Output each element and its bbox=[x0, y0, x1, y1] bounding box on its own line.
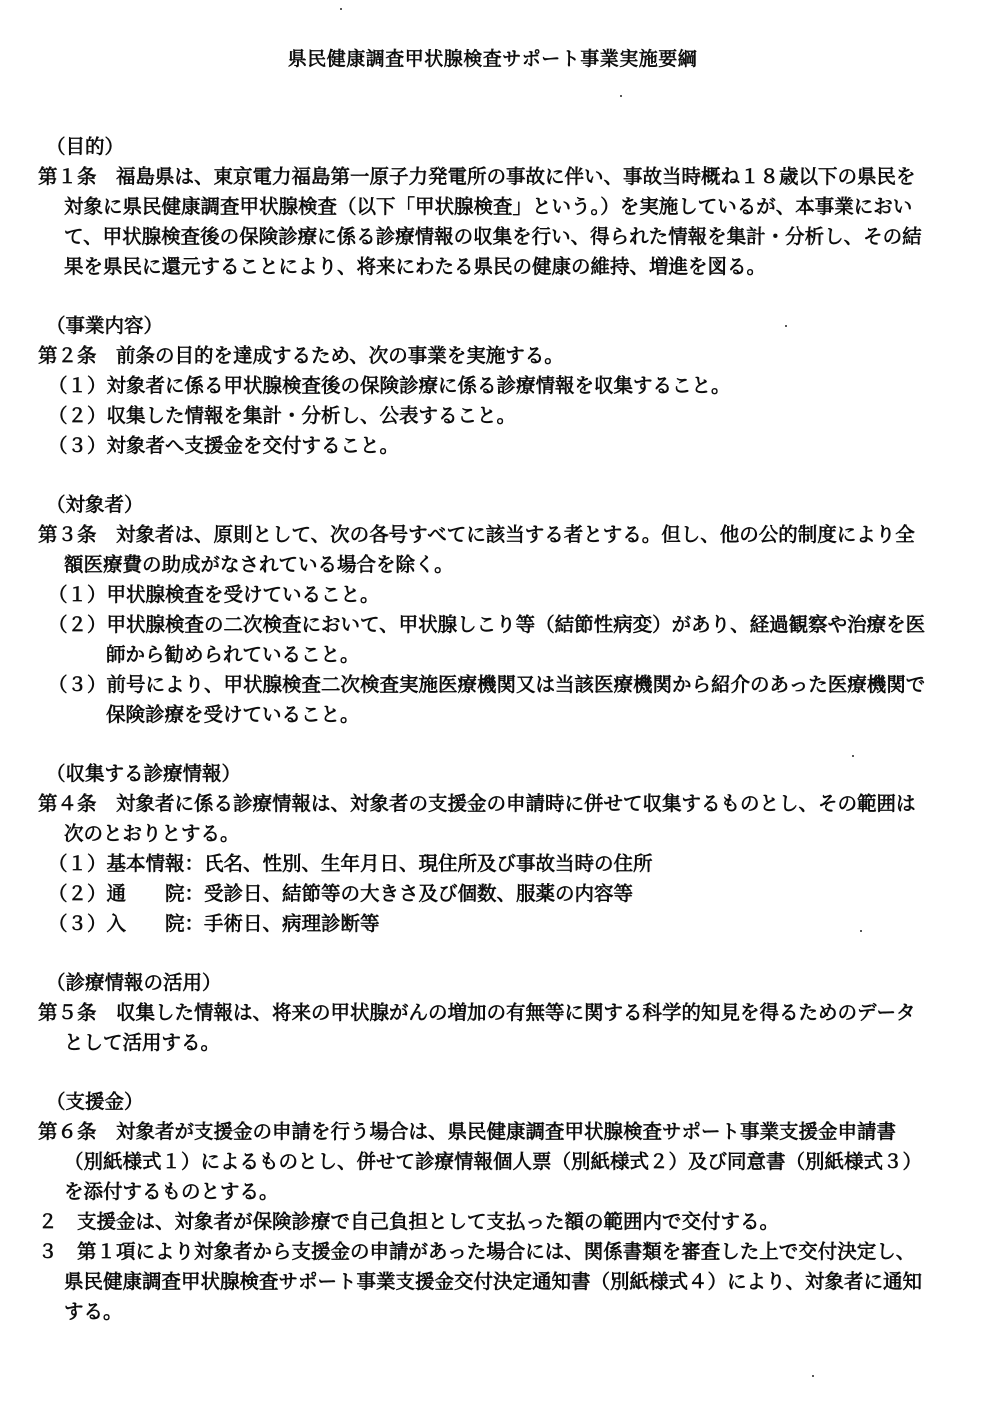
section-heading: （収集する診療情報） bbox=[46, 762, 242, 785]
section-business-content bbox=[38, 311, 928, 461]
section-collected-info bbox=[38, 759, 928, 939]
section-eligible-persons bbox=[38, 490, 928, 730]
article-text: 第２条 前条の目的を達成するため、次の事業を実施する。 bbox=[38, 344, 564, 367]
list-item: （１）対象者に係る甲状腺検査後の保険診療に係る診療情報を収集すること。 bbox=[48, 374, 731, 397]
article-text: 第４条 対象者に係る診療情報は、対象者の支援金の申請時に併せて収集するものとし、その範囲は次のとおりとする。 bbox=[38, 792, 916, 845]
list-item: （２）収集した情報を集計・分析し、公表すること。 bbox=[48, 404, 517, 427]
section-heading: （事業内容） bbox=[46, 314, 164, 337]
list-item: （３）前号により、甲状腺検査二次検査実施医療機関又は当該医療機関から紹介のあった医療機関で保険診療を受けていること。 bbox=[48, 673, 926, 726]
article-text: 第５条 収集した情報は、将来の甲状腺がんの増加の有無等に関する科学的知見を得るためのデータとして活用する。 bbox=[38, 1001, 916, 1054]
article-text: 第３条 対象者は、原則として、次の各号すべてに該当する者とする。但し、他の公的制度により全額医療費の助成がなされている場合を除く。 bbox=[38, 523, 915, 576]
list-item: （２）甲状腺検査の二次検査において、甲状腺しこり等（結節性病変）があり、経過観察や治療を医師から勧められていること。 bbox=[48, 613, 926, 666]
scan-speck bbox=[620, 95, 622, 97]
document-title: 県民健康調査甲状腺検査サポート事業実施要綱 bbox=[287, 48, 698, 70]
section-heading: （対象者） bbox=[46, 493, 144, 516]
article-text: 第１条 福島県は、東京電力福島第一原子力発電所の事故に伴い、事故当時概ね１８歳以下の県民を対象に県民健康調査甲状腺検査（以下「甲状腺検査」という。）を実施しているが、本事業において、甲状腺検査後の保険診療に係る診療情報の収集を行い、得られた情報を集計・分析し、その結果を県民に還元することにより、将来にわたる県民の健康の維持、増進を図る。 bbox=[38, 165, 922, 278]
list-item: （２）通 院：受診日、結節等の大きさ及び個数、服薬の内容等 bbox=[48, 882, 634, 905]
scan-speck bbox=[785, 325, 787, 327]
document-body bbox=[38, 132, 928, 1356]
section-purpose bbox=[38, 132, 928, 282]
section-support-money bbox=[38, 1087, 928, 1327]
scan-speck bbox=[340, 8, 342, 10]
scan-speck bbox=[812, 1375, 814, 1377]
paragraph-text: ３ 第１項により対象者から支援金の申請があった場合には、関係書類を審査した上で交付決定し、県民健康調査甲状腺検査サポート事業支援金交付決定通知書（別紙様式４）により、対象者に通知する。 bbox=[38, 1240, 923, 1323]
list-item: （１）基本情報：氏名、性別、生年月日、現住所及び事故当時の住所 bbox=[48, 852, 653, 875]
paragraph-text: ２ 支援金は、対象者が保険診療で自己負担として支払った額の範囲内で交付する。 bbox=[38, 1210, 780, 1233]
list-item: （１）甲状腺検査を受けていること。 bbox=[48, 583, 380, 606]
list-item: （３）対象者へ支援金を交付すること。 bbox=[48, 434, 400, 457]
section-heading: （目的） bbox=[46, 135, 125, 158]
article-text: 第６条 対象者が支援金の申請を行う場合は、県民健康調査甲状腺検査サポート事業支援金申請書（別紙様式１）によるものとし、併せて診療情報個人票（別紙様式２）及び同意書（別紙様式３）を添付するものとする。 bbox=[38, 1120, 923, 1203]
scan-speck bbox=[852, 755, 854, 757]
list-item: （３）入 院：手術日、病理診断等 bbox=[48, 912, 380, 935]
section-heading: （支援金） bbox=[46, 1090, 144, 1113]
section-heading: （診療情報の活用） bbox=[46, 971, 222, 994]
section-info-utilization bbox=[38, 968, 928, 1058]
scan-speck bbox=[860, 930, 862, 932]
